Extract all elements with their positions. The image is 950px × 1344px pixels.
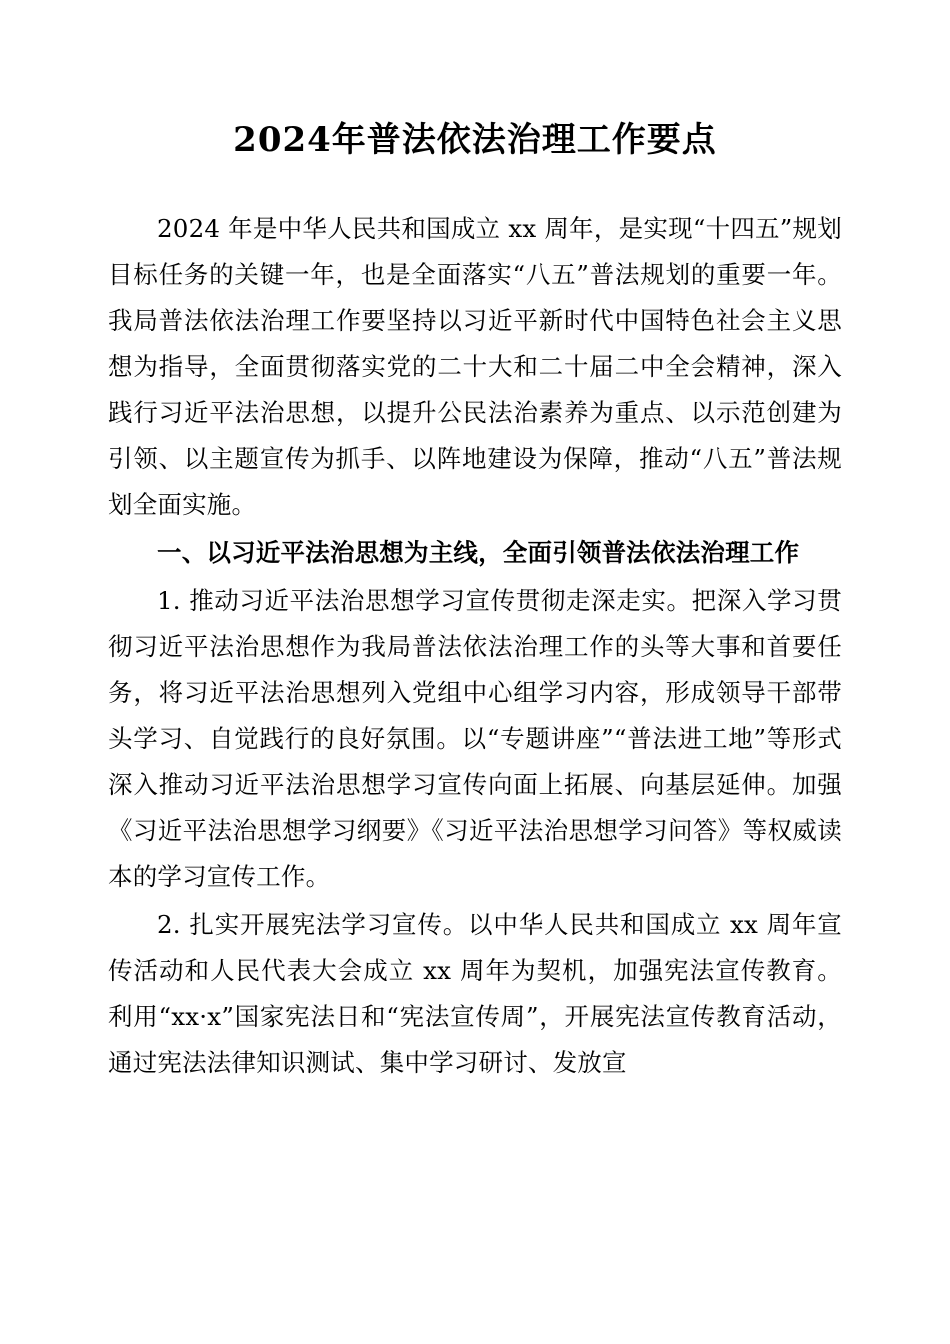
paragraph-item-1: 1. 推动习近平法治思想学习宣传贯彻走深走实。把深入学习贯彻习近平法治思想作为我局普法依法治理工作的头等大事和首要任务，将习近平法治思想列入党组中心组学习内容，形成领导干部带头学习、自觉践行的良好氛围。以“专题讲座”“普法进工地”等形式深入推动习近平法治思想学习宣传向面上拓展、向基层延伸。加强《习近平法治思想学习纲要》《习近平法治思想学习问答》等权威读本的学习宣传工作。 [108,586,842,892]
page-title: 2024年普法依法治理工作要点 [233,120,717,160]
paragraph-item-2: 2. 扎实开展宪法学习宣传。以中华人民共和国成立 xx 周年宣传活动和人民代表大会成立 xx 周年为契机，加强宪法宣传教育。利用“xx·x”国家宪法日和“宪法宣传周”，开展宪法宣传教育活动，通过宪法法律知识测试、集中学习研讨、发放宣 [108,910,842,1078]
section-heading-1: 一、以习近平法治思想为主线，全面引领普法依法治理工作 [157,538,800,568]
paragraph-intro: 2024 年是中华人民共和国成立 xx 周年，是实现“十四五”规划目标任务的关键一年，也是全面落实“八五”普法规划的重要一年。我局普法依法治理工作要坚持以习近平新时代中国特色社会主义思想为指导，全面贯彻落实党的二十大和二十届二中全会精神，深入践行习近平法治思想，以提升公民法治素养为重点、以示范创建为引领、以主题宣传为抓手、以阵地建设为保障，推动“八五”普法规划全面实施。 [108,214,842,520]
